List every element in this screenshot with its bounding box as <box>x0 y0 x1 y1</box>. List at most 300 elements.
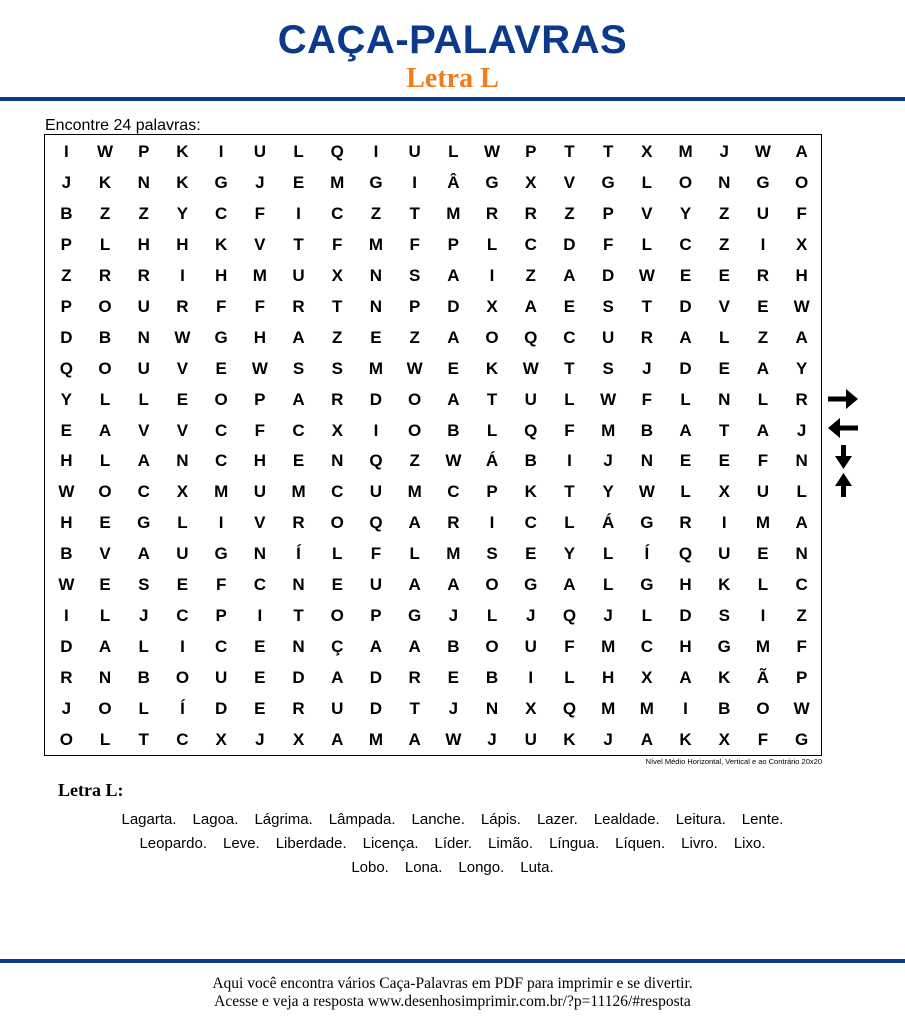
grid-letter: T <box>602 142 614 162</box>
grid-letter: P <box>138 142 150 162</box>
grid-letter: D <box>447 296 460 316</box>
grid-letter: B <box>524 451 537 471</box>
grid-letter: T <box>293 605 304 625</box>
grid-letter: I <box>489 513 495 533</box>
grid-letter: Y <box>60 389 73 409</box>
instructions-text: Encontre 24 palavras: <box>45 117 201 134</box>
grid-letter: A <box>795 327 808 347</box>
grid-letter: F <box>254 204 266 224</box>
grid-letter: V <box>718 296 730 316</box>
grid-letter: L <box>332 544 343 564</box>
grid-letter: D <box>679 605 692 625</box>
grid-letter: E <box>254 667 266 687</box>
word-list-item: Licença. <box>362 835 419 852</box>
grid-letter: A <box>408 636 421 656</box>
grid-letter: R <box>98 266 112 286</box>
grid-letter: Q <box>524 327 538 347</box>
grid-letter: L <box>177 513 188 533</box>
grid-letter: R <box>756 266 770 286</box>
grid-letter: O <box>98 296 112 316</box>
grid-letter: M <box>291 482 306 502</box>
grid-letter: I <box>489 266 495 286</box>
grid-letter: G <box>485 173 499 193</box>
grid-letter: J <box>448 698 459 718</box>
grid-letter: F <box>796 636 807 656</box>
footer <box>0 975 905 1011</box>
footer-line-2: Acesse e veja a resposta www.desenhosimprimir.com.br/?p=11126/#resposta <box>214 993 691 1010</box>
grid-letter: T <box>564 358 575 378</box>
grid-letter: O <box>330 513 344 533</box>
grid-letter: Í <box>644 544 650 564</box>
grid-letter: Z <box>719 204 730 224</box>
grid-letter: A <box>331 667 344 687</box>
grid-letter: G <box>524 575 538 595</box>
grid-letter: H <box>137 235 150 255</box>
grid-letter: V <box>138 420 150 440</box>
grid-letter: F <box>564 420 575 440</box>
grid-letter: W <box>793 296 810 316</box>
grid-letter: J <box>796 420 807 440</box>
grid-letter: Q <box>59 358 73 378</box>
page-subtitle: Letra L <box>406 63 499 94</box>
grid-letter: Z <box>525 266 536 286</box>
grid-letter: K <box>176 142 189 162</box>
grid-letter: A <box>756 420 770 440</box>
grid-letter: E <box>370 327 382 347</box>
grid-letter: E <box>254 636 266 656</box>
grid-letter: O <box>175 667 190 687</box>
grid-letter: W <box>638 266 655 286</box>
grid-letter: I <box>683 698 688 718</box>
grid-letter: G <box>369 173 383 193</box>
grid-letter: F <box>796 204 807 224</box>
grid-letter: Q <box>369 451 383 471</box>
grid-letter: N <box>369 266 383 286</box>
grid-letter: A <box>292 389 305 409</box>
grid-letter: X <box>331 420 343 440</box>
grid-letter: A <box>795 142 808 162</box>
grid-letter: Á <box>485 451 499 471</box>
grid-letter: L <box>99 235 111 255</box>
grid-letter: L <box>448 142 459 162</box>
grid-letter: U <box>369 575 383 595</box>
grid-letter: C <box>640 636 653 656</box>
grid-letter: E <box>60 420 73 440</box>
grid-letter: L <box>602 575 614 595</box>
word-list-item: Lealdade. <box>593 811 660 828</box>
grid-letter: F <box>757 729 769 749</box>
grid-letter: C <box>215 204 228 224</box>
footer-line-1: Aqui você encontra vários Caça-Palavras em PDF para imprimir e se divertir. <box>212 975 693 992</box>
grid-letter: E <box>525 544 537 564</box>
grid-letter: C <box>563 327 576 347</box>
grid-letter: M <box>755 513 771 533</box>
grid-letter: J <box>642 358 652 378</box>
arrow-up-icon <box>826 472 860 498</box>
grid-letter: V <box>176 358 189 378</box>
grid-letter: Í <box>180 698 185 718</box>
grid-letter: D <box>679 296 692 316</box>
grid-letter: I <box>528 667 534 687</box>
grid-letter: B <box>718 698 731 718</box>
grid-letter: L <box>641 173 653 193</box>
word-search-grid <box>44 134 822 756</box>
grid-letter: J <box>526 605 536 625</box>
grid-letter: F <box>602 235 614 255</box>
word-list-item: Liberdade. <box>275 835 347 852</box>
grid-letter: Q <box>330 142 344 162</box>
grid-letter: A <box>408 729 421 749</box>
grid-letter: E <box>99 575 111 595</box>
grid-letter: Z <box>564 204 575 224</box>
grid-letter: O <box>330 605 344 625</box>
grid-letter: J <box>719 142 729 162</box>
word-list-item: Luta. <box>520 859 554 876</box>
grid-letter: W <box>58 575 75 595</box>
grid-letter: X <box>718 482 730 502</box>
grid-letter: K <box>485 358 499 378</box>
arrow-left-icon <box>826 415 860 441</box>
grid-letter: E <box>679 266 692 286</box>
grid-letter: O <box>214 389 228 409</box>
grid-letter: I <box>373 142 379 162</box>
grid-letter: N <box>292 575 305 595</box>
grid-letter: R <box>292 513 305 533</box>
grid-letter: Q <box>369 513 383 533</box>
grid-letter: L <box>719 327 730 347</box>
grid-letter: L <box>138 636 149 656</box>
grid-letter: C <box>679 235 692 255</box>
grid-letter: H <box>602 667 615 687</box>
grid-letter: Z <box>757 327 769 347</box>
grid-letter: C <box>795 575 808 595</box>
grid-letter: C <box>215 636 228 656</box>
grid-letter: N <box>176 451 189 471</box>
grid-letter: G <box>601 173 615 193</box>
grid-letter: P <box>486 482 498 502</box>
grid-letter: Â <box>447 173 460 193</box>
grid-letter: A <box>563 266 576 286</box>
grid-letter: W <box>445 451 462 471</box>
grid-letter: F <box>332 235 343 255</box>
grid-letter: K <box>215 235 228 255</box>
grid-letter: H <box>679 636 692 656</box>
grid-letter: U <box>253 482 266 502</box>
grid-letter: S <box>331 358 343 378</box>
grid-letter: L <box>486 605 498 625</box>
grid-letter: Z <box>138 204 149 224</box>
grid-letter: H <box>60 513 73 533</box>
grid-letter: U <box>137 358 150 378</box>
grid-letter: A <box>563 575 576 595</box>
grid-letter: X <box>641 667 653 687</box>
grid-letter: X <box>641 142 653 162</box>
word-list-line <box>40 832 865 856</box>
grid-letter: G <box>408 605 422 625</box>
grid-letter: A <box>137 451 150 471</box>
grid-letter: A <box>524 296 537 316</box>
grid-letter: E <box>718 451 730 471</box>
grid-letter: N <box>137 327 150 347</box>
grid-letter: R <box>485 204 499 224</box>
grid-letter: L <box>486 420 498 440</box>
word-list-item: Leitura. <box>675 811 726 828</box>
grid-letter: D <box>679 358 692 378</box>
grid-letter: B <box>640 420 653 440</box>
grid-letter: Í <box>296 544 301 564</box>
grid-letter: J <box>61 698 72 718</box>
grid-letter: U <box>756 204 770 224</box>
grid-letter: A <box>369 636 383 656</box>
word-list-item: Lâmpada. <box>328 811 396 828</box>
grid-letter: I <box>721 513 727 533</box>
grid-letter: M <box>755 636 771 656</box>
grid-letter: E <box>176 389 189 409</box>
grid-letter: V <box>254 513 266 533</box>
word-list-item: Líder. <box>434 835 473 852</box>
grid-letter: L <box>564 389 575 409</box>
grid-letter: K <box>524 482 537 502</box>
grid-letter: S <box>292 358 305 378</box>
grid-letter: G <box>640 575 654 595</box>
grid-letter: P <box>795 667 808 687</box>
grid-letter: R <box>292 698 305 718</box>
grid-letter: G <box>717 636 731 656</box>
grid-letter: X <box>176 482 189 502</box>
grid-letter: C <box>137 482 150 502</box>
word-list-item: Longo. <box>458 859 505 876</box>
grid-letter: D <box>369 389 383 409</box>
grid-letter: J <box>255 173 265 193</box>
grid-letter: W <box>97 142 114 162</box>
grid-letter: X <box>718 729 730 749</box>
grid-letter: U <box>408 142 421 162</box>
grid-letter: U <box>137 296 150 316</box>
grid-letter: J <box>603 605 613 625</box>
grid-letter: A <box>331 729 344 749</box>
grid-letter: M <box>330 173 345 193</box>
grid-letter: F <box>409 235 420 255</box>
grid-letter: O <box>98 482 112 502</box>
grid-letter: C <box>331 482 344 502</box>
grid-letter: B <box>60 544 73 564</box>
grid-letter: L <box>138 389 149 409</box>
grid-letter: N <box>98 667 112 687</box>
grid-letter: W <box>174 327 191 347</box>
grid-letter: L <box>99 605 111 625</box>
grid-letter: B <box>485 667 499 687</box>
grid-letter: O <box>795 173 809 193</box>
arrow-right-icon <box>826 386 860 412</box>
grid-letter: L <box>680 389 691 409</box>
grid-letter: X <box>525 173 537 193</box>
grid-letter: P <box>60 296 73 316</box>
grid-letter: O <box>678 173 693 193</box>
grid-letter: W <box>406 358 423 378</box>
page-title: CAÇA-PALAVRAS <box>277 18 628 62</box>
grid-letter: F <box>215 296 227 316</box>
grid-letter: N <box>253 544 266 564</box>
grid-letter: Z <box>332 327 343 347</box>
grid-letter: N <box>485 698 499 718</box>
grid-letter: F <box>370 544 382 564</box>
grid-letter: L <box>757 575 769 595</box>
grid-letter: E <box>331 575 343 595</box>
word-list <box>40 808 865 880</box>
grid-letter: Q <box>678 544 693 564</box>
grid-letter: A <box>756 358 770 378</box>
grid-letter: B <box>98 327 112 347</box>
grid-letter: L <box>757 389 769 409</box>
grid-letter: W <box>251 358 268 378</box>
grid-letter: C <box>331 204 344 224</box>
word-list-item: Lobo. <box>351 859 389 876</box>
grid-letter: O <box>485 327 499 347</box>
grid-letter: J <box>448 605 459 625</box>
grid-letter: C <box>176 605 189 625</box>
grid-letter: W <box>600 389 617 409</box>
word-list-item: Lixo. <box>733 835 766 852</box>
grid-letter: A <box>447 575 460 595</box>
word-list-item: Livro. <box>681 835 718 852</box>
grid-letter: D <box>60 636 73 656</box>
grid-letter: E <box>292 451 305 471</box>
grid-letter: A <box>679 327 692 347</box>
grid-letter: T <box>138 729 149 749</box>
grid-letter: L <box>99 451 111 471</box>
grid-letter: A <box>408 575 421 595</box>
grid-letter: A <box>447 389 460 409</box>
grid-letter: G <box>214 544 228 564</box>
grid-letter: Ã <box>756 667 770 687</box>
grid-letter: M <box>601 636 616 656</box>
grid-letter: S <box>408 266 421 286</box>
grid-letter: D <box>369 667 383 687</box>
grid-letter: P <box>370 605 382 625</box>
word-list-item: Lanche. <box>411 811 465 828</box>
grid-letter: W <box>754 142 771 162</box>
header-divider <box>0 97 905 101</box>
grid-letter: R <box>137 266 150 286</box>
grid-letter: A <box>98 636 112 656</box>
grid-letter: E <box>757 296 769 316</box>
grid-letter: I <box>180 266 185 286</box>
grid-letter: A <box>98 420 112 440</box>
grid-letter: H <box>253 327 266 347</box>
grid-letter: I <box>218 513 224 533</box>
grid-letter: Z <box>61 266 72 286</box>
grid-letter: N <box>640 451 653 471</box>
grid-letter: Y <box>679 204 692 224</box>
grid-letter: M <box>601 420 616 440</box>
grid-letter: M <box>639 698 654 718</box>
grid-letter: P <box>408 296 421 316</box>
grid-letter: X <box>525 698 537 718</box>
grid-letter: A <box>292 327 305 347</box>
grid-letter: U <box>176 544 189 564</box>
grid-letter: T <box>293 235 304 255</box>
grid-letter: N <box>331 451 344 471</box>
grid-letter: C <box>215 420 228 440</box>
grid-letter: W <box>522 358 539 378</box>
grid-letter: L <box>796 482 807 502</box>
grid-letter: H <box>60 451 73 471</box>
grid-letter: D <box>60 327 73 347</box>
grid-letter: K <box>718 667 731 687</box>
grid-letter: G <box>137 513 151 533</box>
grid-letter: R <box>292 296 305 316</box>
grid-letter: U <box>331 698 344 718</box>
grid-letter: W <box>484 142 501 162</box>
grid-letter: S <box>718 605 730 625</box>
grid-letter: H <box>176 235 189 255</box>
word-list-line <box>40 808 865 832</box>
grid-letter: D <box>215 698 228 718</box>
word-list-item: Língua. <box>549 835 600 852</box>
grid-letter: M <box>446 544 461 564</box>
grid-letter: R <box>331 389 344 409</box>
grid-letter: J <box>139 605 149 625</box>
grid-letter: Z <box>409 451 420 471</box>
grid-letter: A <box>447 327 460 347</box>
grid-letter: X <box>331 266 343 286</box>
grid-letter: P <box>447 235 460 255</box>
grid-letter: R <box>795 389 808 409</box>
grid-letter: L <box>486 235 498 255</box>
grid-letter: D <box>602 266 615 286</box>
grid-letter: Á <box>602 513 615 533</box>
grid-letter: F <box>254 420 266 440</box>
grid-letter: E <box>718 266 730 286</box>
grid-letter: A <box>679 420 692 440</box>
word-list-item: Lagoa. <box>192 811 239 828</box>
grid-letter: U <box>369 482 383 502</box>
grid-letter: D <box>563 235 576 255</box>
grid-letter: A <box>679 667 692 687</box>
grid-letter: N <box>718 389 731 409</box>
grid-letter: P <box>254 389 266 409</box>
grid-letter: B <box>137 667 150 687</box>
grid-letter: E <box>292 173 305 193</box>
grid-letter: B <box>60 204 73 224</box>
grid-letter: L <box>564 667 575 687</box>
grid-letter: E <box>718 358 730 378</box>
grid-letter: B <box>447 636 460 656</box>
grid-letter: M <box>214 482 229 502</box>
grid-letter: G <box>756 173 770 193</box>
word-list-item: Leve. <box>223 835 260 852</box>
grid-letter: N <box>369 296 383 316</box>
grid-letter: Z <box>99 204 111 224</box>
grid-letter: H <box>253 451 266 471</box>
grid-letter: I <box>760 605 766 625</box>
grid-letter: T <box>719 420 730 440</box>
grid-letter: I <box>567 451 572 471</box>
grid-letter: T <box>409 204 420 224</box>
grid-letter: H <box>215 266 228 286</box>
grid-letter: P <box>215 605 227 625</box>
grid-letter: K <box>176 173 189 193</box>
grid-letter: L <box>680 482 691 502</box>
grid-letter: K <box>98 173 112 193</box>
grid-letter: I <box>412 173 418 193</box>
grid-letter: L <box>138 698 149 718</box>
grid-letter: N <box>795 451 808 471</box>
grid-letter: U <box>524 636 537 656</box>
grid-letter: I <box>218 142 224 162</box>
grid-letter: Z <box>796 605 807 625</box>
grid-letter: I <box>180 636 185 656</box>
